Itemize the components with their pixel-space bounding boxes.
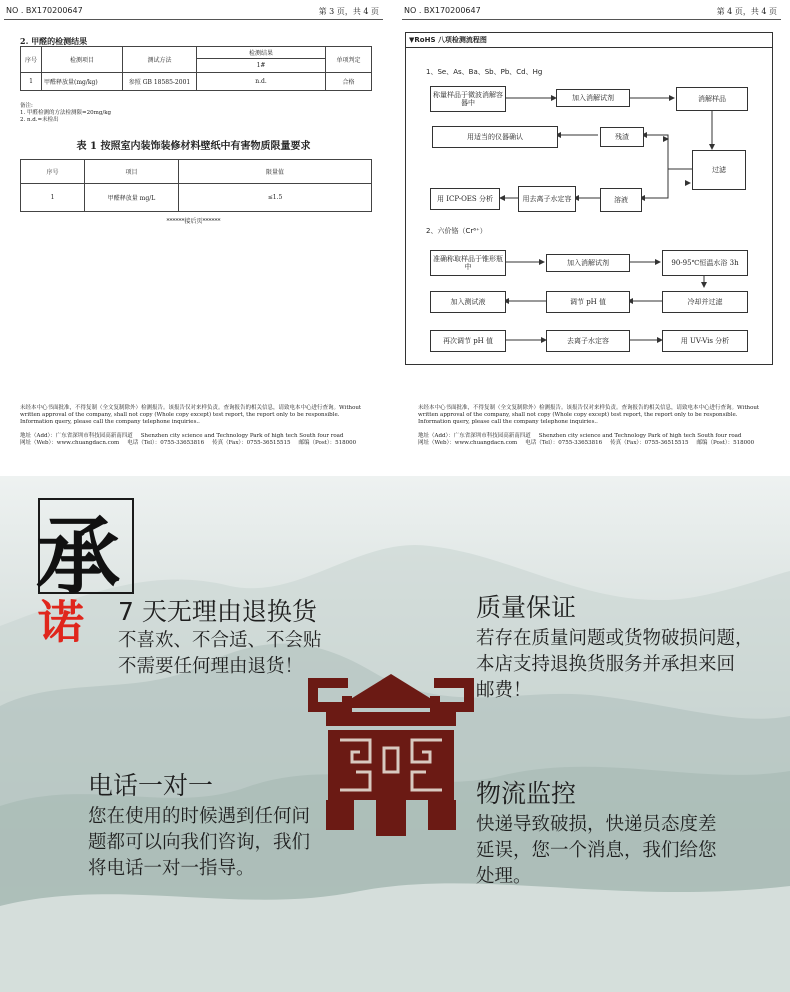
text-line: 您在使用的时候遇到任何问 [88,806,311,827]
limit-table [20,159,372,212]
report-number: NO . BX170200647 [404,6,481,15]
flow-step: 用 UV-Vis 分析 [662,330,748,352]
promise-red-char: 诺 [38,595,84,649]
table-header: 测试方法 [123,47,197,73]
text-line: 本店支持退换货服务并承担来回 [476,654,736,675]
text-line: 处理。 [476,866,532,887]
flow-step: 称量样品于微波消解容器中 [430,86,506,112]
flowchart-title: ▼RoHS 八项检测流程图 [406,33,772,48]
rohs-flowchart [405,32,773,365]
page-number: 第 4 页，共 4 页 [716,7,777,16]
note-line: 1. 甲醛检测的方法检测限=20mg/kg [20,110,112,116]
flow-step: 加入消解试剂 [546,254,630,272]
flow-step: 用适当的仪器确认 [432,126,558,148]
block-title-quality: 质量保证 [476,593,577,622]
footer-web: 网址（Web）：www.chuangdacn.com [20,440,120,446]
flow-step: 用去离子水定容 [518,186,576,212]
formaldehyde-result-table [20,46,372,91]
table-row [21,73,372,91]
footer-contact [418,433,771,447]
page-header [6,6,379,17]
flow-step: 调节 pH 值 [546,291,630,313]
end-mark: ******接后页****** [166,218,221,225]
footer-tel: 电话（Tel）：0755-33653816 [127,440,205,446]
flow-step: 冷却并过滤 [662,291,748,313]
table-cell: n.d. [197,73,326,91]
block-text-phone [88,804,310,882]
footer-disclaimer: 未经本中心书面批准，不得复制（全文复制除外）检测报告。该报告仅对来样负责。查询报告的相关信息，请致电本中心进行查询。Without written approval of the company, shall not copy (Whole copy except) test report, the report only to be responsible. Information query, please call the company telephone inquiries.. [20,405,362,425]
block-title-logistics: 物流监控 [476,779,577,808]
ding-vessel-emblem [306,668,476,838]
header-rule [402,19,781,20]
flow-step: 加入测试液 [430,291,506,313]
promise-big-char: 承 [36,507,121,606]
table-header: 序号 [21,47,42,73]
footer-post: 邮编（Post）：518000 [298,440,357,446]
footer-web: 网址（Web）：www.chuangdacn.com [418,440,518,446]
note-line: 2. n.d.=未检出 [20,117,59,123]
footer-address-en: Shenzhen city science and Technology Park of high tech South four road [538,433,742,439]
text-line: 题都可以向我们咨询，我们 [88,832,311,853]
text-line: 不喜欢、不合适、不会贴 [118,630,322,651]
footer-post: 邮编（Post）：518000 [696,440,755,446]
text-line: 延误，您一个消息，我们给您 [476,840,717,861]
flow-step: 溶液 [600,188,642,212]
block-text-return [118,628,322,680]
block-title-phone: 电话一对一 [88,771,214,800]
flow-section-2: 2、六价铬（Cr⁶⁺） [426,227,487,235]
flow-step: 消解样品 [676,87,748,111]
footer-contact [20,433,373,447]
block-title-return: 7 天无理由退换货 [118,597,317,626]
page-number: 第 3 页，共 4 页 [318,7,379,16]
report-page-3 [0,0,387,470]
text-line: 快递导致破损，快递员态度差 [476,814,717,835]
footer-tel: 电话（Tel）：0755-33653816 [525,440,603,446]
table-cell: 合格 [326,73,372,91]
text-line: 将电话一对一指导。 [88,858,255,879]
page-header [404,6,777,17]
block-text-logistics [476,812,717,890]
flow-step: 再次调节 pH 值 [430,330,506,352]
flow-section-1: 1、Se、As、Ba、Sb、Pb、Cd、Hg [426,68,543,76]
table-cell: 甲醛释放量(mg/kg) [42,73,123,91]
text-line: 邮费！ [476,680,532,701]
table-cell: 1 [21,184,85,212]
flow-step: 加入消解试剂 [556,89,630,107]
notes [20,103,111,124]
limit-table-title: 表 1 按照室内装饰装修材料壁纸中有害物质限量要求 [76,141,311,152]
table-cell: 1 [21,73,42,91]
footer-address: 地址（Add）：广东省深圳市科技园高新南四道 [20,433,133,439]
flow-step: 去离子水定容 [546,330,630,352]
block-text-quality [476,626,754,704]
table-cell: 甲醛释放量 mg/L [85,184,179,212]
footer-fax: 传真（Fax）：0755-36515515 [212,440,291,446]
flow-step: 90-95℃恒温水浴 3h [662,250,748,276]
table-header: 检测项目 [42,47,123,73]
header-rule [4,19,383,20]
flow-step: 过滤 [692,150,746,190]
text-line: 若存在质量问题或货物破损问题， [476,628,754,649]
table-header: 限量值 [179,160,372,184]
footer-fax: 传真（Fax）：0755-36515515 [610,440,689,446]
text-line: 不需要任何理由退货！ [118,656,304,677]
report-number: NO . BX170200647 [6,6,83,15]
table-header: 项目 [85,160,179,184]
note-line: 备注: [20,103,33,109]
table-header: 单项判定 [326,47,372,73]
section-title: 2. 甲醛的检测结果 [20,36,88,46]
flow-step: 用 ICP-OES 分析 [430,188,500,210]
table-cell: 参照 GB 18585-2001 [123,73,197,91]
table-cell: ≤1.5 [179,184,372,212]
table-subheader: 1# [197,59,326,73]
table-row [21,184,372,212]
table-header: 序号 [21,160,85,184]
footer-address-en: Shenzhen city science and Technology Park of high tech South four road [140,433,344,439]
footer-address: 地址（Add）：广东省深圳市科技园高新南四道 [418,433,531,439]
table-header: 检测结果 [197,47,326,59]
flow-step: 准确称取样品于锥形瓶中 [430,250,506,276]
promise-banner [0,476,790,992]
flow-step: 残渣 [600,127,644,147]
footer-disclaimer: 未经本中心书面批准，不得复制（全文复制除外）检测报告。该报告仅对来样负责。查询报告的相关信息，请致电本中心进行查询。Without written approval of the company, shall not copy (Whole copy except) test report, the report only to be responsible. Information query, please call the company telephone inquiries.. [418,405,760,425]
